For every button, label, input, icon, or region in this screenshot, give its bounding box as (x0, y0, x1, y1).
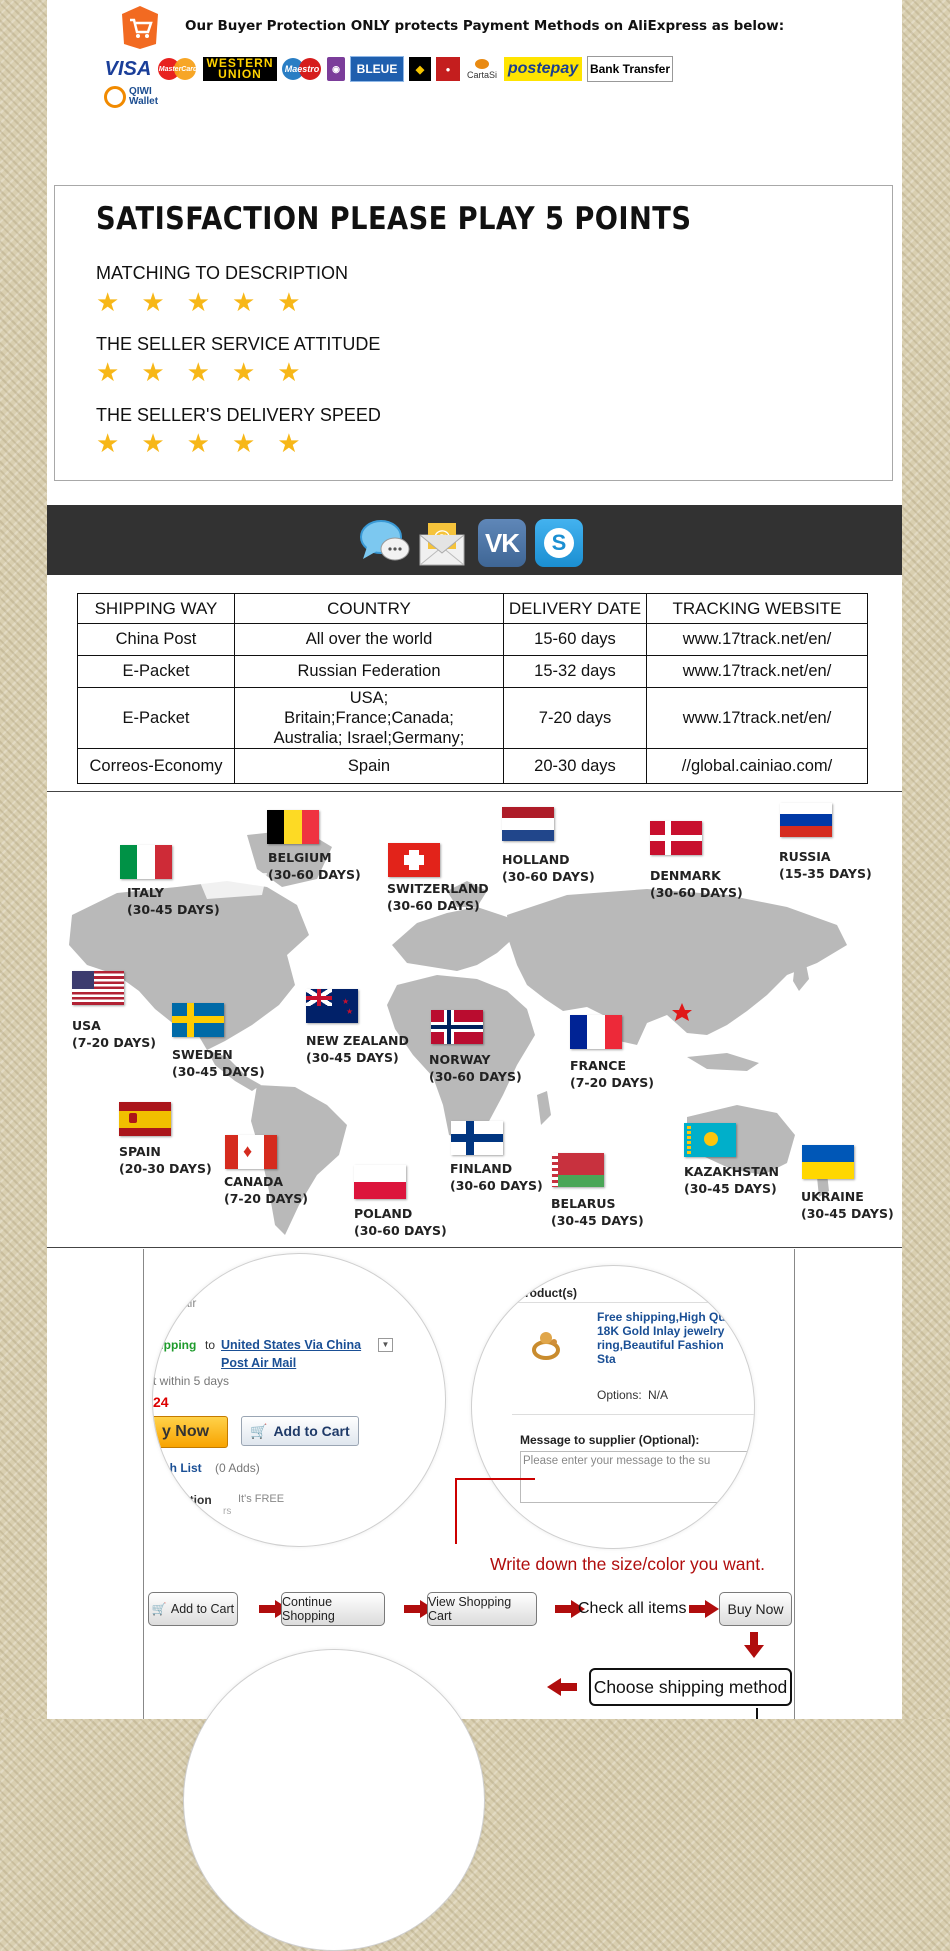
qiwi-icon (104, 86, 126, 108)
new-zealand-flag-icon: ★ ★ (306, 989, 358, 1023)
tracking-website-cell: www.17track.net/en/ (647, 656, 868, 688)
shipping-way-cell: Correos-Economy (78, 749, 235, 784)
column-header: TRACKING WEBSITE (647, 594, 868, 624)
canada-flag-icon: ♦ (225, 1135, 277, 1169)
country-label: POLAND (30-60 DAYS) (354, 1206, 447, 1238)
france-flag-icon (570, 1015, 622, 1049)
table-row (78, 688, 868, 749)
shipping-way-cell: China Post (78, 624, 235, 656)
spain-flag-icon (119, 1102, 171, 1136)
tracking-website-cell: www.17track.net/en/ (647, 624, 868, 656)
tracking-website-cell: //global.cainiao.com/ (647, 749, 868, 784)
shipping-method-link[interactable]: United States Via China (221, 1338, 362, 1352)
country-label: FRANCE (7-20 DAYS) (570, 1058, 654, 1090)
denmark-flag-icon (650, 821, 702, 855)
belgium-flag-icon (267, 810, 319, 844)
shipping-way-cell: E-Packet (78, 688, 235, 749)
step-continue-shopping-button[interactable]: Continue Shopping (281, 1592, 385, 1626)
table-row (78, 656, 868, 688)
payment-logo-black-icon: ◆ (409, 57, 431, 81)
email-icon[interactable] (417, 519, 467, 567)
country-label: CANADA (7-20 DAYS) (224, 1174, 308, 1206)
country-label: SWEDEN (30-45 DAYS) (172, 1047, 265, 1079)
choose-shipping-method-step[interactable]: Choose shipping method (589, 1668, 792, 1706)
add-to-cart-button[interactable]: 🛒 Add to Cart (241, 1416, 359, 1446)
check-all-items-step: Check all items (578, 1600, 687, 1617)
shipping-way-cell: E-Packet (78, 656, 235, 688)
star-icon: ★ (186, 357, 210, 387)
payment-logo-red-icon: ● (436, 57, 460, 81)
country-label: USA (7-20 DAYS) (72, 1018, 156, 1050)
star-icon: ★ (231, 357, 256, 387)
postepay-logo: postepay (504, 57, 582, 81)
chat-bubble-icon[interactable] (359, 519, 411, 563)
cart-icon: 🛒 (250, 1422, 268, 1439)
divider (47, 1247, 902, 1248)
delivery-world-map (47, 795, 902, 1245)
star-icon: ★ (96, 357, 120, 387)
country-cell: Spain (235, 749, 504, 784)
carte-bleue-logo: BLEUE (350, 56, 404, 82)
star-icon: ★ (186, 428, 210, 458)
wish-list-link[interactable]: sh List (163, 1461, 202, 1475)
qiwi-wallet-logo: QIWI Wallet (104, 86, 158, 108)
arrow-left-icon (547, 1678, 561, 1696)
step-buy-now-button[interactable]: Buy Now (719, 1592, 792, 1626)
step-add-to-cart-button[interactable]: 🛒 Add to Cart (148, 1592, 238, 1626)
cart-icon: 🛒 (151, 1602, 167, 1616)
column-header: SHIPPING WAY (78, 594, 235, 624)
criterion-label: THE SELLER SERVICE ATTITUDE (96, 334, 381, 354)
country-label: RUSSIA (15-35 DAYS) (779, 849, 872, 881)
arrow-down-icon (750, 1632, 758, 1646)
star-rating (96, 289, 301, 315)
russia-flag-icon (780, 803, 832, 837)
usa-flag-icon (72, 971, 124, 1005)
vk-icon[interactable]: VK (478, 519, 526, 567)
poland-flag-icon (354, 1165, 406, 1199)
step-view-shopping-cart-button[interactable]: View Shopping Cart (427, 1592, 537, 1626)
country-label: DENMARK (30-60 DAYS) (650, 868, 743, 900)
star-icon: ★ (141, 287, 165, 317)
page (47, 0, 902, 1719)
maestro-logo: Maestro (282, 57, 322, 81)
payment-methods (103, 56, 673, 82)
table-row (78, 624, 868, 656)
product-name-link[interactable]: Free shipping,High Qua 18K Gold Inlay jewelry ring,Beautiful Fashion Sta (597, 1310, 733, 1366)
star-rating (96, 430, 301, 456)
shipping-method-zoom (183, 1649, 485, 1951)
star-icon: ★ (277, 428, 301, 458)
buyer-protection-title: Our Buyer Protection ONLY protects Payment Methods on AliExpress as below: (185, 18, 785, 34)
delivery-date-cell: 20-30 days (504, 749, 647, 784)
country-cell: All over the world (235, 624, 504, 656)
tracking-website-cell: www.17track.net/en/ (647, 688, 868, 749)
mastercard-logo: MasterCard (158, 57, 198, 81)
size-color-note: Write down the size/color you want. (490, 1554, 765, 1574)
country-label: BELGIUM (30-60 DAYS) (268, 850, 361, 882)
kazakhstan-flag-icon (684, 1123, 736, 1157)
star-icon: ★ (186, 287, 210, 317)
order-details-zoom: Product(s) Free shipping,High Qua 18K Gold Inlay jewelry ring,Beautiful Fashion Sta Options: N/A Message to supplier (Optional): Please enter your message to the su (471, 1265, 755, 1549)
table-header-row (78, 594, 868, 624)
arrow-right-icon (705, 1600, 719, 1618)
norway-flag-icon (431, 1010, 483, 1044)
visa-logo: VISA (104, 57, 152, 80)
table-row (78, 749, 868, 784)
country-label: ITALY (30-45 DAYS) (127, 885, 220, 917)
column-header: DELIVERY DATE (504, 594, 647, 624)
pointer-line (455, 1478, 457, 1544)
satisfaction-panel (54, 185, 893, 481)
star-icon: ★ (96, 287, 120, 317)
switzerland-flag-icon (388, 843, 440, 877)
star-icon: ★ (231, 428, 256, 458)
western-union-logo: WESTERN UNION (203, 57, 277, 81)
country-label: SWITZERLAND (30-60 DAYS) (387, 881, 489, 913)
star-icon: ★ (141, 357, 165, 387)
italy-flag-icon (120, 845, 172, 879)
country-cell: Russian Federation (235, 656, 504, 688)
star-icon: ★ (96, 428, 120, 458)
country-label: HOLLAND (30-60 DAYS) (502, 852, 595, 884)
holland-flag-icon (502, 807, 554, 841)
satisfaction-title: SATISFACTION PLEASE PLAY 5 POINTS (96, 201, 692, 237)
country-label: NORWAY (30-60 DAYS) (429, 1052, 522, 1084)
country-label: UKRAINE (30-45 DAYS) (801, 1189, 894, 1221)
country-label: BELARUS (30-45 DAYS) (551, 1196, 644, 1228)
skype-icon[interactable]: S (535, 519, 583, 567)
order-guide (143, 1249, 795, 1719)
dropdown-arrow-icon[interactable]: ▼ (378, 1338, 393, 1352)
divider (47, 791, 902, 792)
criterion-label: THE SELLER'S DELIVERY SPEED (96, 405, 381, 425)
finland-flag-icon (451, 1121, 503, 1155)
message-to-supplier-input[interactable]: Please enter your message to the su (520, 1451, 752, 1503)
cartasi-logo: CartaSi (465, 57, 499, 81)
criterion-label: MATCHING TO DESCRIPTION (96, 263, 349, 283)
ukraine-flag-icon (802, 1145, 854, 1179)
star-icon: ★ (277, 357, 301, 387)
shipping-table (77, 593, 868, 784)
country-label: KAZAKHSTAN (30-45 DAYS) (684, 1164, 779, 1196)
contact-bar (47, 505, 902, 575)
country-cell: USA; Britain;France;Canada; Australia; Israel;Germany; (235, 688, 504, 749)
country-label: NEW ZEALAND (30-45 DAYS) (306, 1033, 409, 1065)
belarus-flag-icon (552, 1153, 604, 1187)
country-label: FINLAND (30-60 DAYS) (450, 1161, 543, 1193)
star-icon: ★ (231, 287, 256, 317)
star-rating (96, 359, 301, 385)
bank-transfer-badge: Bank Transfer (587, 56, 673, 82)
sweden-flag-icon (172, 1003, 224, 1037)
payment-badge-icon: ◉ (327, 57, 345, 81)
delivery-date-cell: 15-32 days (504, 656, 647, 688)
delivery-date-cell: 15-60 days (504, 624, 647, 656)
country-label: SPAIN (20-30 DAYS) (119, 1144, 212, 1176)
product-page-zoom: air hipping to United States Via China ▼ Post Air Mail t within 5 days 24 y Now 🛒 Add to Cart sh List (0 Adds) ction It's FREE rs (152, 1253, 446, 1547)
star-icon: ★ (277, 287, 301, 317)
ring-product-icon (524, 1324, 568, 1368)
buy-now-button[interactable]: y Now (152, 1416, 228, 1448)
shopping-bag-logo-icon (120, 4, 160, 50)
delivery-date-cell: 7-20 days (504, 688, 647, 749)
column-header: COUNTRY (235, 594, 504, 624)
star-icon: ★ (141, 428, 165, 458)
